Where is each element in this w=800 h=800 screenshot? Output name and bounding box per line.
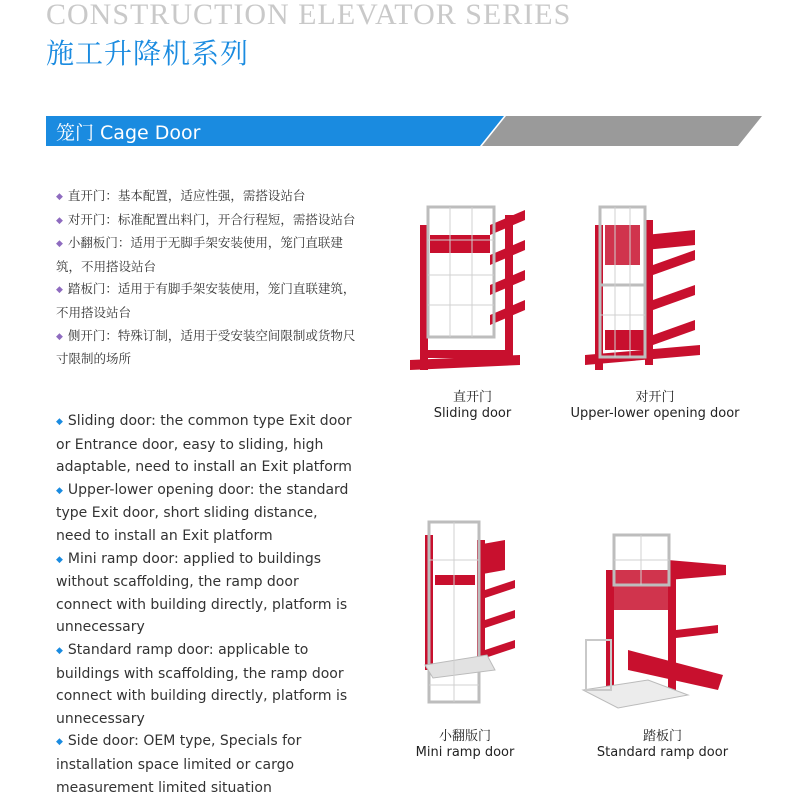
upper-lower-door-illustration (585, 205, 705, 375)
section-banner (46, 116, 762, 146)
diamond-bullet-icon: ◆ (56, 285, 63, 296)
diamond-bullet-icon: ◆ (56, 417, 63, 427)
cn-list-item: ◆ 踏板门：适用于有脚手架安装使用，笼门直联建筑，不用搭设站台 (56, 281, 356, 320)
sliding-door-caption: 直开门 Sliding door (433, 390, 512, 421)
series-title-cn: 施工升降机系列 (46, 37, 250, 70)
en-feature-list (56, 410, 356, 799)
mini-ramp-door-caption: 小翻版门 Mini ramp door (415, 729, 515, 760)
upper-lower-door-caption: 对开门 Upper-lower opening door (570, 390, 740, 421)
cn-list-item: ◆ 对开门：标准配置出料门，开合行程短，需搭设站台 (56, 209, 356, 233)
diamond-bullet-icon: ◆ (56, 645, 63, 656)
diamond-bullet-icon: ◆ (56, 192, 63, 202)
en-list-item: ◆ Sliding door: the common type Exit door or Entrance door, easy to sliding, high adaptable, need to install an Exit platform (56, 413, 352, 476)
cn-feature-list (56, 185, 356, 371)
standard-ramp-door-illustration (578, 530, 728, 710)
sliding-door-illustration (410, 205, 530, 375)
diamond-bullet-icon: ◆ (56, 239, 63, 250)
mini-ramp-door-illustration (415, 520, 525, 710)
en-list-item: ◆ Upper-lower opening door: the standard type Exit door, short sliding distance, need to install an Exit platform (56, 481, 349, 544)
en-list-item: ◆ Side door: OEM type, Specials for installation space limited or cargo measurement limited situation (56, 733, 302, 796)
diamond-bullet-icon: ◆ (56, 737, 63, 748)
series-title-en: CONSTRUCTION ELEVATOR SERIES (46, 0, 572, 31)
en-list-item: ◆ Mini ramp door: applied to buildings without scaffolding, the ramp door connect with building directly, platform is unnecessary (56, 550, 348, 636)
en-list-item: ◆ Standard ramp door: applicable to buildings with scaffolding, the ramp door connect with building directly, platform is unnecessary (56, 641, 348, 727)
cn-list-item: ◆ 小翻板门：适用于无脚手架安装使用，笼门直联建筑，不用搭设站台 (56, 235, 343, 274)
diamond-bullet-icon: ◆ (56, 554, 63, 565)
diamond-bullet-icon: ◆ (56, 215, 63, 226)
cn-list-item: ◆ 侧开门：特殊订制，适用于受安装空间限制或货物尺寸限制的场所 (56, 327, 356, 367)
section-title: 笼门 Cage Door (56, 122, 201, 144)
cn-list-item: ◆ 直开门：基本配置，适应性强，需搭设站台 (56, 185, 356, 209)
standard-ramp-door-caption: 踏板门 Standard ramp door (596, 729, 729, 760)
diamond-bullet-icon: ◆ (56, 331, 63, 342)
diamond-bullet-icon: ◆ (56, 485, 63, 496)
